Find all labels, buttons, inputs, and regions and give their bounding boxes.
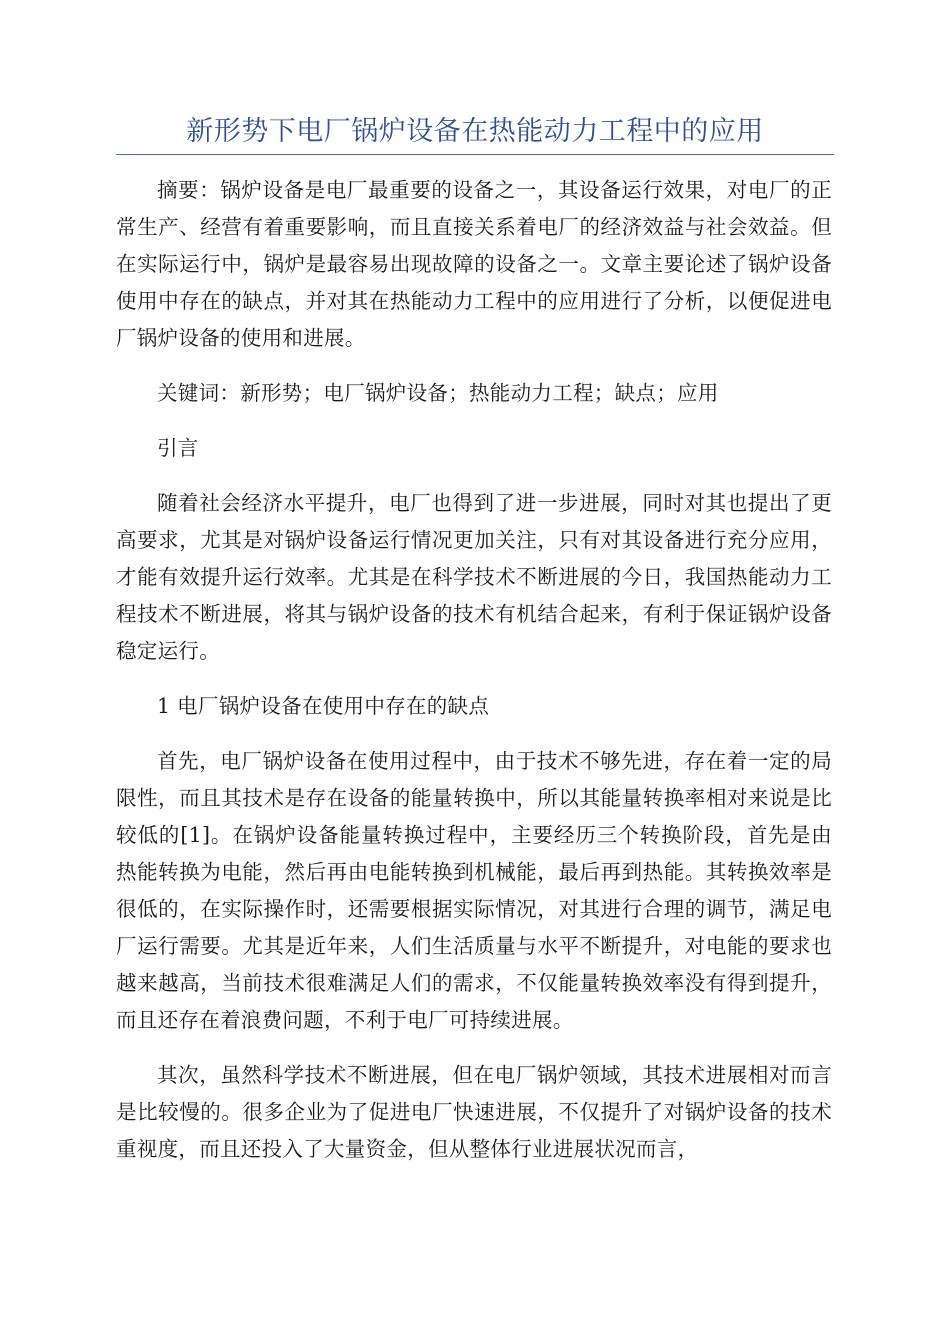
document-body <box>116 172 832 1186</box>
introduction-paragraph: 随着社会经济水平提升，电厂也得到了进一步进展，同时对其也提出了更高要求，尤其是对锅炉设备运行情况更加关注，只有对其设备进行充分应用，才能有效提升运行效率。尤其是在科学技术不断进展的今日，我国热能动力工程技术不断进展，将其与锅炉设备的技术有机结合起来，有利于保证锅炉设备稳定运行。 <box>116 491 832 663</box>
title-underline <box>116 154 834 155</box>
abstract-paragraph: 摘要：锅炉设备是电厂最重要的设备之一，其设备运行效果，对电厂的正常生产、经营有着重要影响，而且直接关系着电厂的经济效益与社会效益。但在实际运行中，锅炉是最容易出现故障的设备之一。文章主要论述了锅炉设备使用中存在的缺点，并对其在热能动力工程中的应用进行了分析，以便促进电厂锅炉设备的使用和进展。 <box>116 178 832 350</box>
body-paragraph-2: 其次，虽然科学技术不断进展，但在电厂锅炉领域，其技术进展相对而言是比较慢的。很多企业为了促进电厂快速进展，不仅提升了对锅炉设备的技术重视度，而且还投入了大量资金，但从整体行业进展状况而言， <box>116 1063 832 1161</box>
document-title: 新形势下电厂锅炉设备在热能动力工程中的应用 <box>186 116 764 147</box>
keywords-paragraph: 关键词：新形势；电厂锅炉设备；热能动力工程；缺点；应用 <box>157 381 719 405</box>
section-heading-introduction: 引言 <box>157 436 199 460</box>
section-heading-1: 1 电厂锅炉设备在使用中存在的缺点 <box>157 694 490 718</box>
body-paragraph-1: 首先，电厂锅炉设备在使用过程中，由于技术不够先进，存在着一定的局限性，而且其技术是存在设备的能量转换中，所以其能量转换率相对来说是比较低的[1]。在锅炉设备能量转换过程中，主要经历三个转换阶段，首先是由热能转换为电能，然后再由电能转换到机械能，最后再到热能。其转换效率是很低的，在实际操作时，还需要根据实际情况，对其进行合理的调节，满足电厂运行需要。尤其是近年来，人们生活质量与水平不断提升，对电能的要求也越来越高，当前技术很难满足人们的需求，不仅能量转换效率没有得到提升，而且还存在着浪费问题，不利于电厂可持续进展。 <box>116 749 832 1032</box>
